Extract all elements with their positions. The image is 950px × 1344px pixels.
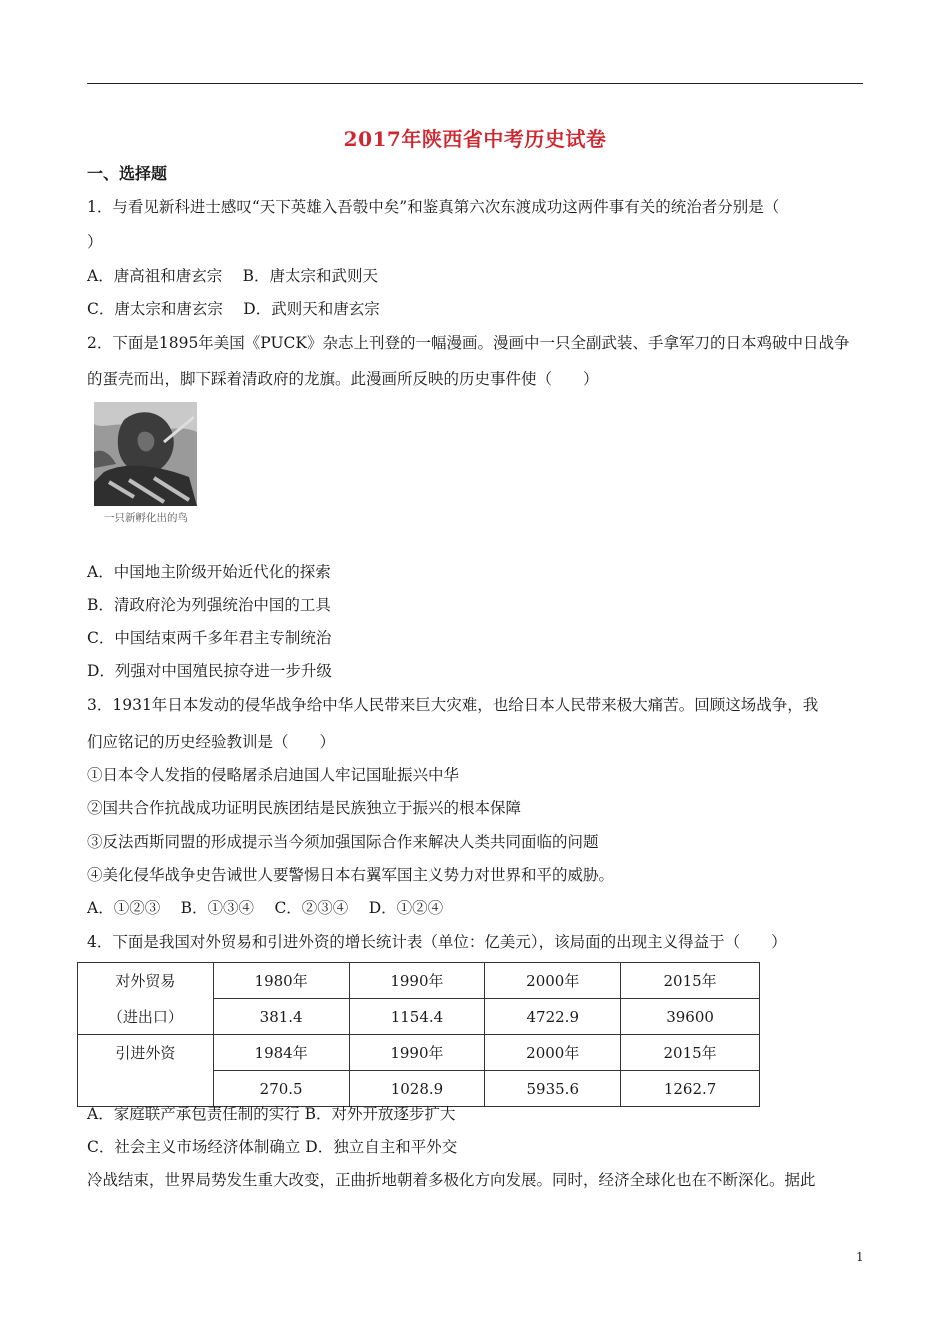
table-cell: 381.4 [213, 999, 349, 1035]
cartoon-image [94, 402, 197, 506]
section-heading: 一、选择题 [87, 164, 168, 183]
q1-stem-line2: ） [87, 233, 103, 251]
cartoon-figure [90, 402, 202, 528]
page-number: 1 [856, 1250, 864, 1264]
q2-option-a: A．中国地主阶级开始近代化的探索 [87, 563, 331, 581]
table-cell: 1028.9 [349, 1071, 485, 1107]
trade-label-line1: 对外贸易 [115, 972, 176, 990]
q2-stem-line1: 2．下面是1895年美国《PUCK》杂志上刊登的一幅漫画。漫画中一只全副武装、手拿军刀的日本鸡破中日战争 [87, 334, 850, 352]
q2-option-c: C．中国结束两千多年君主专制统治 [87, 629, 332, 647]
table-cell: 1980年 [213, 963, 349, 999]
table-cell: 1984年 [213, 1035, 349, 1071]
q3-item-4: ④美化侵华战争史告诫世人要警惕日本右翼军国主义势力对世界和平的威胁。 [87, 866, 615, 884]
table-cell: 39600 [621, 999, 760, 1035]
table-cell: 4722.9 [485, 999, 621, 1035]
q3-stem-line2: 们应铭记的历史经验教训是（ ） [87, 733, 336, 751]
table-cell: 1262.7 [621, 1071, 760, 1107]
table-cell: 1990年 [349, 963, 485, 999]
q3-item-3: ③反法西斯同盟的形成提示当今须加强国际合作来解决人类共同面临的问题 [87, 833, 599, 851]
invest-label: 引进外资 [115, 1044, 176, 1062]
header-rule [87, 83, 863, 84]
table-cell: 1154.4 [349, 999, 485, 1035]
table-cell: 2015年 [621, 1035, 760, 1071]
table-cell: 2015年 [621, 963, 760, 999]
q4-stem: 4．下面是我国对外贸易和引进外资的增长统计表（单位：亿美元），该局面的出现主义得益于（ ） [87, 933, 787, 951]
table-row [78, 1035, 760, 1071]
table-cell: 270.5 [213, 1071, 349, 1107]
q3-options: A．①②③ B．①③④ C．②③④ D．①②④ [87, 899, 444, 917]
q2-option-d: D．列强对中国殖民掠夺进一步升级 [87, 662, 332, 680]
table-cell: 5935.6 [485, 1071, 621, 1107]
q3-item-2: ②国共合作抗战成功证明民族团结是民族独立于振兴的根本保障 [87, 799, 522, 817]
invest-label-cell [78, 1035, 214, 1107]
q4-options-cd: C．社会主义市场经济体制确立 D．独立自主和平外交 [87, 1138, 458, 1156]
table-row [78, 963, 760, 999]
table-cell: 2000年 [485, 963, 621, 999]
table-cell: 2000年 [485, 1035, 621, 1071]
next-question-intro: 冷战结束，世界局势发生重大改变，正曲折地朝着多极化方向发展。同时，经济全球化也在不断深化。据此 [87, 1171, 816, 1189]
q1-stem-line1: 1．与看见新科进士感叹“天下英雄入吾彀中矣”和鉴真第六次东渡成功这两件事有关的统治者分别是（ [87, 198, 780, 216]
cartoon-caption: 一只新孵化出的鸟 [104, 512, 188, 524]
q3-item-1: ①日本令人发指的侵略屠杀启迪国人牢记国耻振兴中华 [87, 766, 460, 784]
page-title: 2017年陕西省中考历史试卷 [343, 127, 607, 151]
q1-options-cd: C．唐太宗和唐玄宗 D．武则天和唐玄宗 [87, 300, 380, 318]
q4-options-ab: A．家庭联产承包责任制的实行 B．对外开放逐步扩大 [87, 1105, 456, 1123]
q2-stem-line2: 的蛋壳而出，脚下踩着清政府的龙旗。此漫画所反映的历史事件使（ ） [87, 370, 599, 388]
q1-options-ab: A．唐高祖和唐玄宗 B．唐太宗和武则天 [87, 267, 379, 285]
table-cell: 1990年 [349, 1035, 485, 1071]
trade-label-cell [78, 963, 214, 1035]
q2-option-b: B．清政府沦为列强统治中国的工具 [87, 596, 331, 614]
trade-label-line2: （进出口） [107, 1008, 183, 1026]
trade-statistics-table [77, 962, 760, 1107]
q3-stem-line1: 3．1931年日本发动的侵华战争给中华人民带来巨大灾难，也给日本人民带来极大痛苦。回顾这场战争，我 [87, 696, 819, 714]
